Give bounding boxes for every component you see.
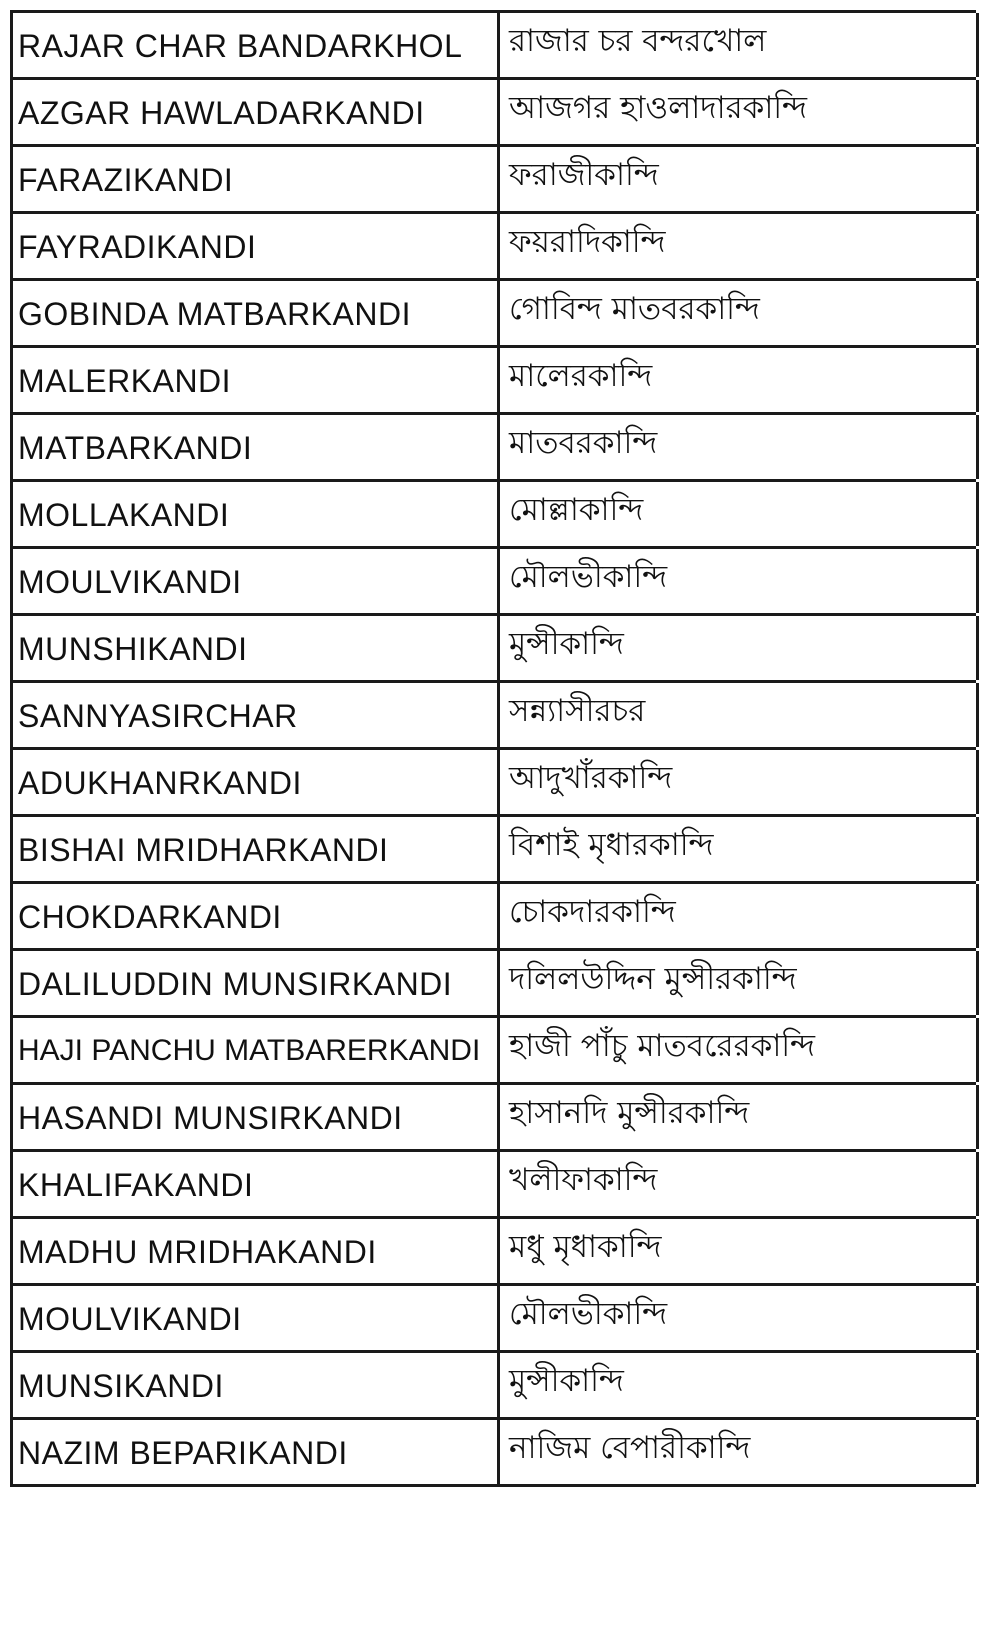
table-row [10,415,976,482]
english-name-cell: RAJAR CHAR BANDARKHOL [18,28,463,64]
english-name-cell: MADHU MRIDHAKANDI [18,1234,377,1270]
english-name-cell: MALERKANDI [18,363,232,399]
bengali-name-cell: মৌলভীকান্দি [497,1286,967,1350]
table-row [10,80,976,147]
english-name-cell: CHOKDARKANDI [18,899,282,935]
bengali-name-cell: হাজী পাঁচু মাতবরেরকান্দি [497,1018,967,1082]
english-name-cell: MOLLAKANDI [18,497,230,533]
table-row [10,1152,976,1219]
english-name-cell: BISHAI MRIDHARKANDI [18,832,389,868]
table-row [10,884,976,951]
english-name-cell: MATBARKANDI [18,430,253,466]
table-row [10,1286,976,1353]
table-row [10,683,976,750]
table-row [10,1420,976,1487]
bengali-name-cell: ফয়রাদিকান্দি [497,214,967,278]
bengali-name-cell: গোবিন্দ মাতবরকান্দি [497,281,967,345]
table-row [10,147,976,214]
english-name-cell: DALILUDDIN MUNSIRKANDI [18,966,453,1002]
english-name-cell: HASANDI MUNSIRKANDI [18,1100,403,1136]
english-name-cell: FAYRADIKANDI [18,229,257,265]
bengali-name-cell: মুন্সীকান্দি [497,1353,967,1417]
english-name-cell: HAJI PANCHU MATBARERKANDI [18,1034,481,1067]
bengali-name-cell: ফরাজীকান্দি [497,147,967,211]
english-name-cell: MUNSHIKANDI [18,631,248,667]
bengali-name-cell: মোল্লাকান্দি [497,482,967,546]
english-name-cell: MOULVIKANDI [18,1301,242,1337]
bengali-name-cell: দলিলউদ্দিন মুন্সীরকান্দি [497,951,967,1015]
village-name-table [10,10,976,1487]
table-row [10,549,976,616]
table-row [10,951,976,1018]
bengali-name-cell: মধু মৃধাকান্দি [497,1219,967,1283]
bengali-name-cell: বিশাই মৃধারকান্দি [497,817,967,881]
bengali-name-cell: মুন্সীকান্দি [497,616,967,680]
table-row [10,482,976,549]
english-name-cell: NAZIM BEPARIKANDI [18,1435,348,1471]
bengali-name-cell: আজগর হাওলাদারকান্দি [497,80,967,144]
bengali-name-cell: আদুখাঁরকান্দি [497,750,967,814]
english-name-cell: SANNYASIRCHAR [18,698,298,734]
table-row [10,1018,976,1085]
bengali-name-cell: সন্ন্যাসীরচর [497,683,967,747]
english-name-cell: FARAZIKANDI [18,162,234,198]
bengali-name-cell: খলীফাকান্দি [497,1152,967,1216]
english-name-cell: AZGAR HAWLADARKANDI [18,95,425,131]
table-row [10,616,976,683]
table-row [10,750,976,817]
table-row [10,281,976,348]
bengali-name-cell: হাসানদি মুন্সীরকান্দি [497,1085,967,1149]
english-name-cell: KHALIFAKANDI [18,1167,254,1203]
table-row [10,1353,976,1420]
english-name-cell: MUNSIKANDI [18,1368,224,1404]
table-row [10,214,976,281]
bengali-name-cell: মৌলভীকান্দি [497,549,967,613]
table-row [10,1085,976,1152]
table-row [10,348,976,415]
english-name-cell: GOBINDA MATBARKANDI [18,296,411,332]
english-name-cell: ADUKHANRKANDI [18,765,302,801]
table-row [10,13,976,80]
bengali-name-cell: রাজার চর বন্দরখোল [497,13,967,77]
table-row [10,817,976,884]
bengali-name-cell: মাতবরকান্দি [497,415,967,479]
bengali-name-cell: মালেরকান্দি [497,348,967,412]
table-row [10,1219,976,1286]
bengali-name-cell: চোকদারকান্দি [497,884,967,948]
english-name-cell: MOULVIKANDI [18,564,242,600]
bengali-name-cell: নাজিম বেপারীকান্দি [497,1420,967,1484]
